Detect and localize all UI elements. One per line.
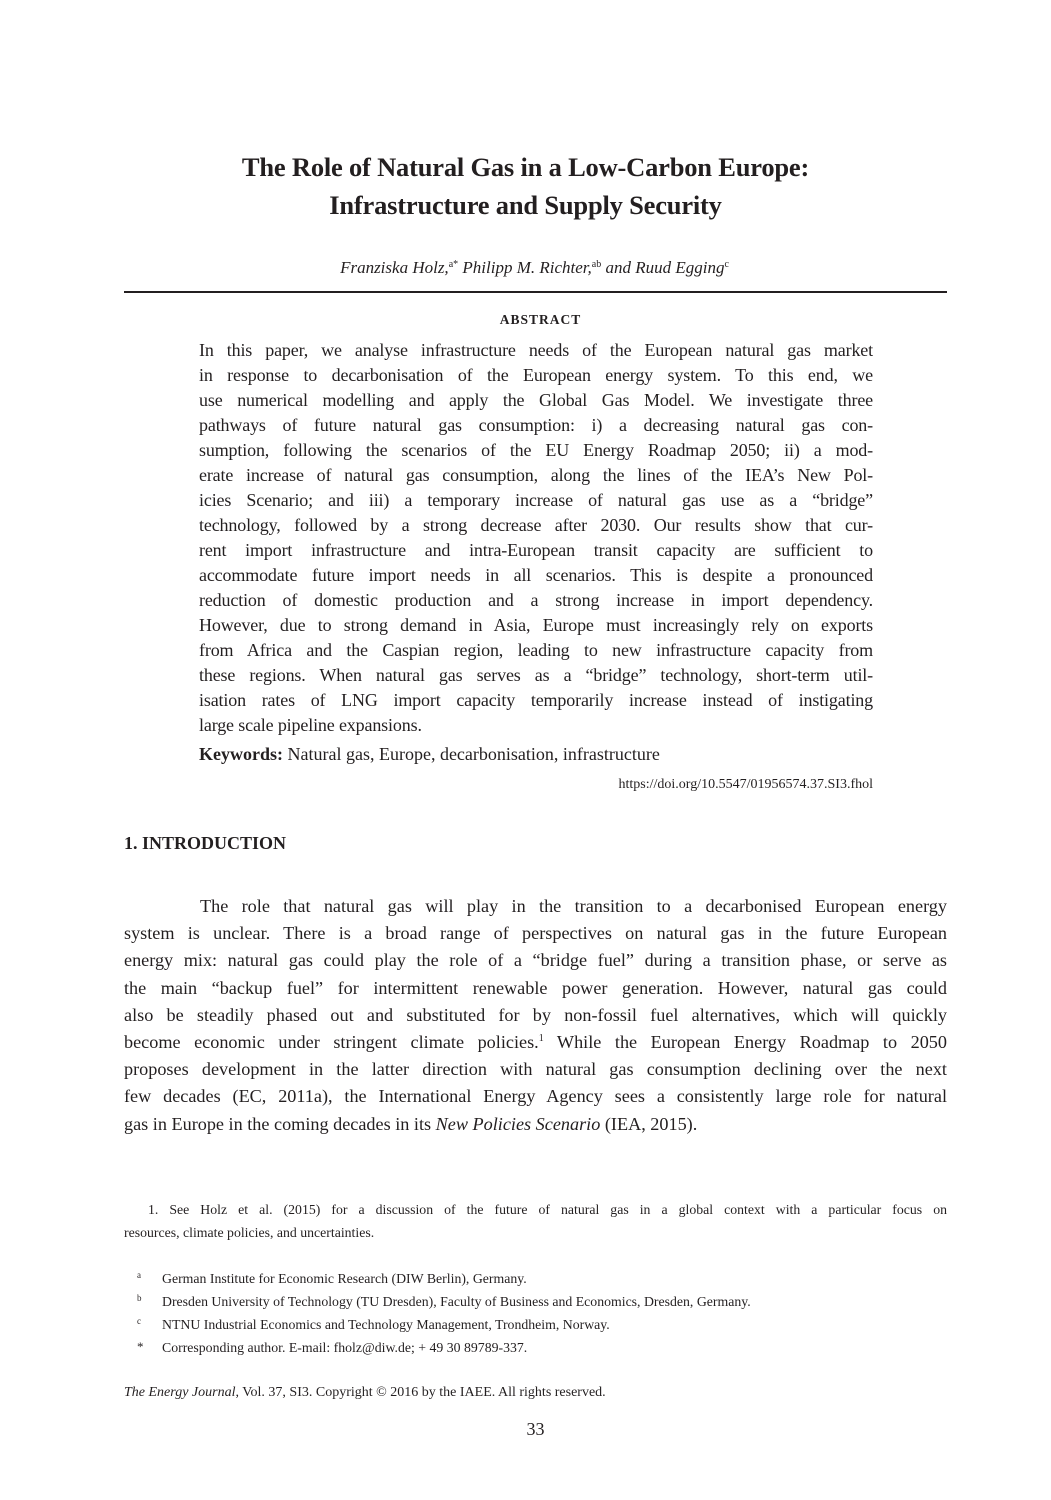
author-affiliation-marks: c <box>724 259 729 270</box>
abstract-line: reduction of domestic production and a strong increase in import dependency. <box>199 590 873 610</box>
abstract-line: In this paper, we analyse infrastructure needs of the European natural gas market <box>199 340 873 360</box>
abstract-line: from Africa and the Caspian region, leading to new infrastructure capacity from <box>199 640 873 660</box>
author-name: Franziska Holz, <box>340 258 449 277</box>
abstract-line: pathways of future natural gas consumption: i) a decreasing natural gas con- <box>199 415 873 435</box>
footnote-line: resources, climate policies, and uncertainties. <box>124 1225 375 1240</box>
title-line-2: Infrastructure and Supply Security <box>329 190 722 220</box>
paragraph-line: the main “backup fuel” for intermittent renewable power generation. However, natural gas could <box>124 977 947 998</box>
affiliation-item <box>124 1267 751 1290</box>
paragraph-line: system is unclear. There is a broad range of perspectives on natural gas in the future European <box>124 923 947 944</box>
abstract-line: in response to decarbonisation of the European energy system. To this end, we <box>199 365 873 385</box>
page-number: 33 <box>526 1419 545 1439</box>
author-name: Philipp M. Richter, <box>462 258 592 277</box>
italic-report-title: New Policies Scenario <box>435 1113 601 1134</box>
journal-name: The Energy Journal <box>124 1385 236 1400</box>
affiliations-list <box>124 1267 751 1359</box>
paragraph-line: also be steadily phased out and substituted for by non-fossil fuel alternatives, which will quickly <box>124 1004 947 1025</box>
affiliation-mark: * <box>137 1339 144 1354</box>
affiliation-item <box>124 1336 751 1359</box>
affiliation-text: Corresponding author. E-mail: fholz@diw.de; + 49 30 89789-337. <box>162 1340 528 1355</box>
affiliation-text: German Institute for Economic Research (DIW Berlin), Germany. <box>162 1271 527 1286</box>
abstract-line: use numerical modelling and apply the Global Gas Model. We investigate three <box>199 390 873 410</box>
author-connector: and <box>605 258 631 277</box>
text-segment: gas in Europe in the coming decades in its <box>124 1113 436 1134</box>
affiliation-text: Dresden University of Technology (TU Dresden), Faculty of Business and Economics, Dresden, Germany. <box>162 1294 751 1309</box>
introduction-paragraph <box>124 893 947 1138</box>
footnote-reference[interactable]: 1 <box>538 1032 544 1044</box>
author-list <box>0 257 1051 279</box>
abstract-line: large scale pipeline expansions. <box>199 715 422 735</box>
header-divider <box>124 291 947 293</box>
text-segment: While the European Energy Roadmap to 2050 <box>543 1031 947 1052</box>
footnote-1 <box>124 1198 947 1244</box>
abstract-heading: ABSTRACT <box>499 312 582 327</box>
copyright-notice <box>124 1384 606 1402</box>
abstract-body <box>199 338 873 738</box>
author-name: Ruud Egging <box>635 258 725 277</box>
paper-title <box>0 148 1051 224</box>
paragraph-line: few decades (EC, 2011a), the International Energy Agency sees a consistently large role for natural <box>124 1086 947 1107</box>
abstract-line: isation rates of LNG import capacity temporarily increase instead of instigating <box>199 690 873 710</box>
abstract-line: erate increase of natural gas consumption, along the lines of the IEA’s New Pol- <box>199 465 873 485</box>
affiliation-mark: b <box>137 1293 142 1303</box>
doi-link[interactable]: https://doi.org/10.5547/01956574.37.SI3.fhol <box>618 777 873 792</box>
copyright-text: , Vol. 37, SI3. Copyright © 2016 by the IAEE. All rights reserved. <box>235 1385 606 1400</box>
keywords-label: Keywords: <box>199 744 283 764</box>
text-segment: (IEA, 2015). <box>600 1113 698 1134</box>
abstract-line: technology, followed by a strong decrease after 2030. Our results show that cur- <box>199 515 873 535</box>
paragraph-line: energy mix: natural gas could play the role of a “bridge fuel” during a transition phase, or serve as <box>124 950 947 971</box>
affiliation-item <box>124 1313 751 1336</box>
affiliation-text: NTNU Industrial Economics and Technology Management, Trondheim, Norway. <box>162 1317 610 1332</box>
text-segment: become economic under stringent climate policies. <box>124 1031 539 1052</box>
affiliation-mark: c <box>137 1316 141 1326</box>
affiliation-item <box>124 1290 751 1313</box>
abstract-line: sumption, following the scenarios of the EU Energy Roadmap 2050; ii) a mod- <box>199 440 873 460</box>
footnote-line: 1. See Holz et al. (2015) for a discussion of the future of natural gas in a global context with a particular focus on <box>148 1202 947 1217</box>
keywords <box>199 742 660 767</box>
section-heading-introduction: 1. INTRODUCTION <box>124 833 287 853</box>
abstract-line: these regions. When natural gas serves as a “bridge” technology, short-term util- <box>199 665 873 685</box>
paragraph-line <box>124 1029 947 1056</box>
title-line-1: The Role of Natural Gas in a Low-Carbon Europe: <box>241 152 810 182</box>
affiliation-mark: a <box>137 1270 141 1280</box>
keywords-list: Natural gas, Europe, decarbonisation, infrastructure <box>287 744 660 764</box>
paragraph-line: The role that natural gas will play in the transition to a decarbonised European energy <box>200 896 947 916</box>
author-affiliation-marks: a* <box>448 259 459 270</box>
paragraph-line: proposes development in the latter direction with natural gas consumption declining over the next <box>124 1059 947 1080</box>
paragraph-line <box>124 1111 947 1138</box>
abstract-line: However, due to strong demand in Asia, Europe must increasingly rely on exports <box>199 615 873 635</box>
abstract-line: rent import infrastructure and intra-European transit capacity are sufficient to <box>199 540 873 560</box>
abstract-line: accommodate future import needs in all scenarios. This is despite a pronounced <box>199 565 873 585</box>
abstract-line: icies Scenario; and iii) a temporary increase of natural gas use as a “bridge” <box>199 490 873 510</box>
author-affiliation-marks: ab <box>591 259 602 270</box>
